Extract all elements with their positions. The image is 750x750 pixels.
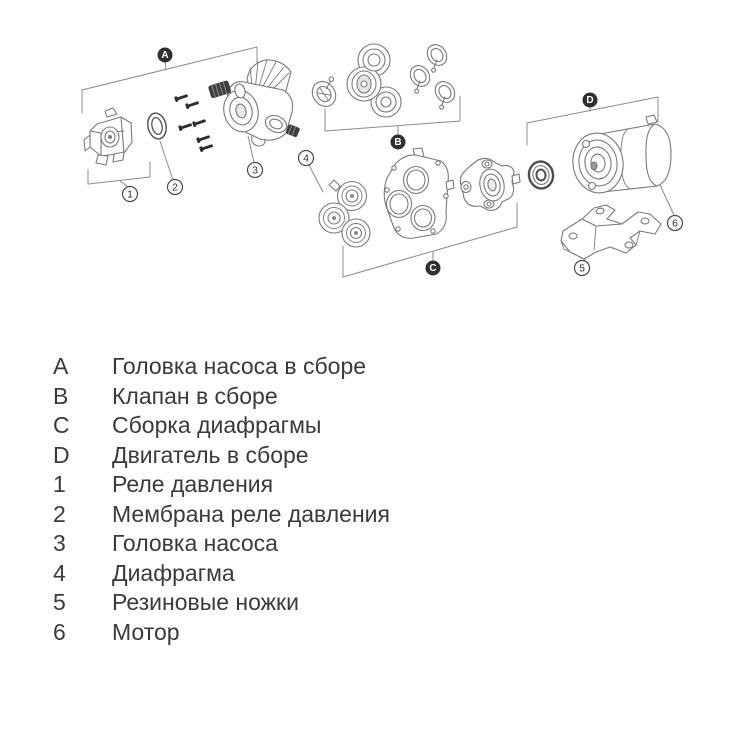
part-key: B <box>53 382 69 409</box>
parts-list-row <box>53 382 390 412</box>
part-pressure-switch <box>84 108 132 165</box>
screw-icon <box>174 93 189 102</box>
part-rubber-feet <box>561 205 661 259</box>
callout-b <box>391 135 406 150</box>
part-o-ring-membrane <box>145 111 168 140</box>
parts-list-row <box>53 500 390 530</box>
callout-6 <box>668 216 683 231</box>
part-description: Резиновые ножки <box>112 589 299 616</box>
callout-4-label: 4 <box>303 152 309 165</box>
leader-2 <box>160 141 173 180</box>
callout-5-label: 5 <box>579 262 585 275</box>
callout-c <box>426 261 441 276</box>
callout-2-label: 2 <box>172 181 178 194</box>
callout-2 <box>168 180 183 195</box>
part-bearing <box>527 160 555 191</box>
part-description: Диафрагма <box>112 559 235 586</box>
part-pump-body-plate <box>384 148 454 238</box>
part-key: D <box>53 441 70 468</box>
part-key: 2 <box>53 500 66 527</box>
part-diaphragm <box>319 180 370 247</box>
callout-1 <box>123 187 138 202</box>
callout-a-label: A <box>161 50 169 62</box>
umbrella-valve <box>403 62 435 94</box>
callout-1-label: 1 <box>127 188 133 201</box>
callout-a <box>158 48 173 63</box>
part-motor <box>569 115 671 196</box>
part-valve-assembly <box>347 44 401 117</box>
parts-list-row <box>53 588 390 618</box>
parts-list-row <box>53 411 390 441</box>
part-key: A <box>53 353 69 380</box>
part-key: 1 <box>53 471 66 498</box>
callout-c-label: C <box>429 263 437 275</box>
part-key: 6 <box>53 618 66 645</box>
exploded-view-diagram <box>0 0 750 340</box>
leader-6 <box>660 185 674 215</box>
parts-list-row <box>53 352 390 382</box>
screw-icon <box>192 118 207 127</box>
parts-list-row <box>53 618 390 648</box>
umbrella-valve <box>428 78 460 110</box>
screw-icon <box>196 134 211 143</box>
part-description: Головка насоса <box>112 530 278 557</box>
callout-d-label: D <box>586 95 594 107</box>
screw-icon <box>185 100 200 109</box>
part-pump-head <box>208 60 301 146</box>
leader-4 <box>309 165 323 192</box>
part-description: Головка насоса в сборе <box>112 353 367 380</box>
part-description: Сборка диафрагмы <box>112 412 322 439</box>
screw-icon <box>199 143 214 152</box>
part-description: Мотор <box>112 618 180 645</box>
parts-list-row <box>53 559 390 589</box>
callout-d <box>583 93 598 108</box>
part-key: 4 <box>53 559 66 586</box>
part-description: Реле давления <box>112 471 274 498</box>
part-wobble-plate <box>460 158 520 210</box>
callout-5 <box>575 261 590 276</box>
callout-3-label: 3 <box>252 164 258 177</box>
callout-3 <box>248 163 263 178</box>
callout-6-label: 6 <box>672 217 678 230</box>
part-key: C <box>53 412 70 439</box>
callout-b-label: B <box>394 137 402 149</box>
leader-3 <box>248 136 254 162</box>
screw-icon <box>178 122 193 131</box>
screws <box>174 93 214 152</box>
part-description: Клапан в сборе <box>112 382 278 409</box>
callout-4 <box>299 151 314 166</box>
bracket-a-stem <box>165 62 166 70</box>
parts-list <box>53 352 390 647</box>
part-description: Двигатель в сборе <box>112 441 309 468</box>
parts-list-row <box>53 441 390 471</box>
part-description: Мембрана реле давления <box>112 500 390 527</box>
leader-1 <box>120 181 128 187</box>
part-key: 5 <box>53 589 66 616</box>
umbrella-valve <box>308 74 346 111</box>
part-key: 3 <box>53 530 66 557</box>
parts-list-row <box>53 470 390 500</box>
bracket-1 <box>88 162 150 184</box>
parts-list-row <box>53 529 390 559</box>
